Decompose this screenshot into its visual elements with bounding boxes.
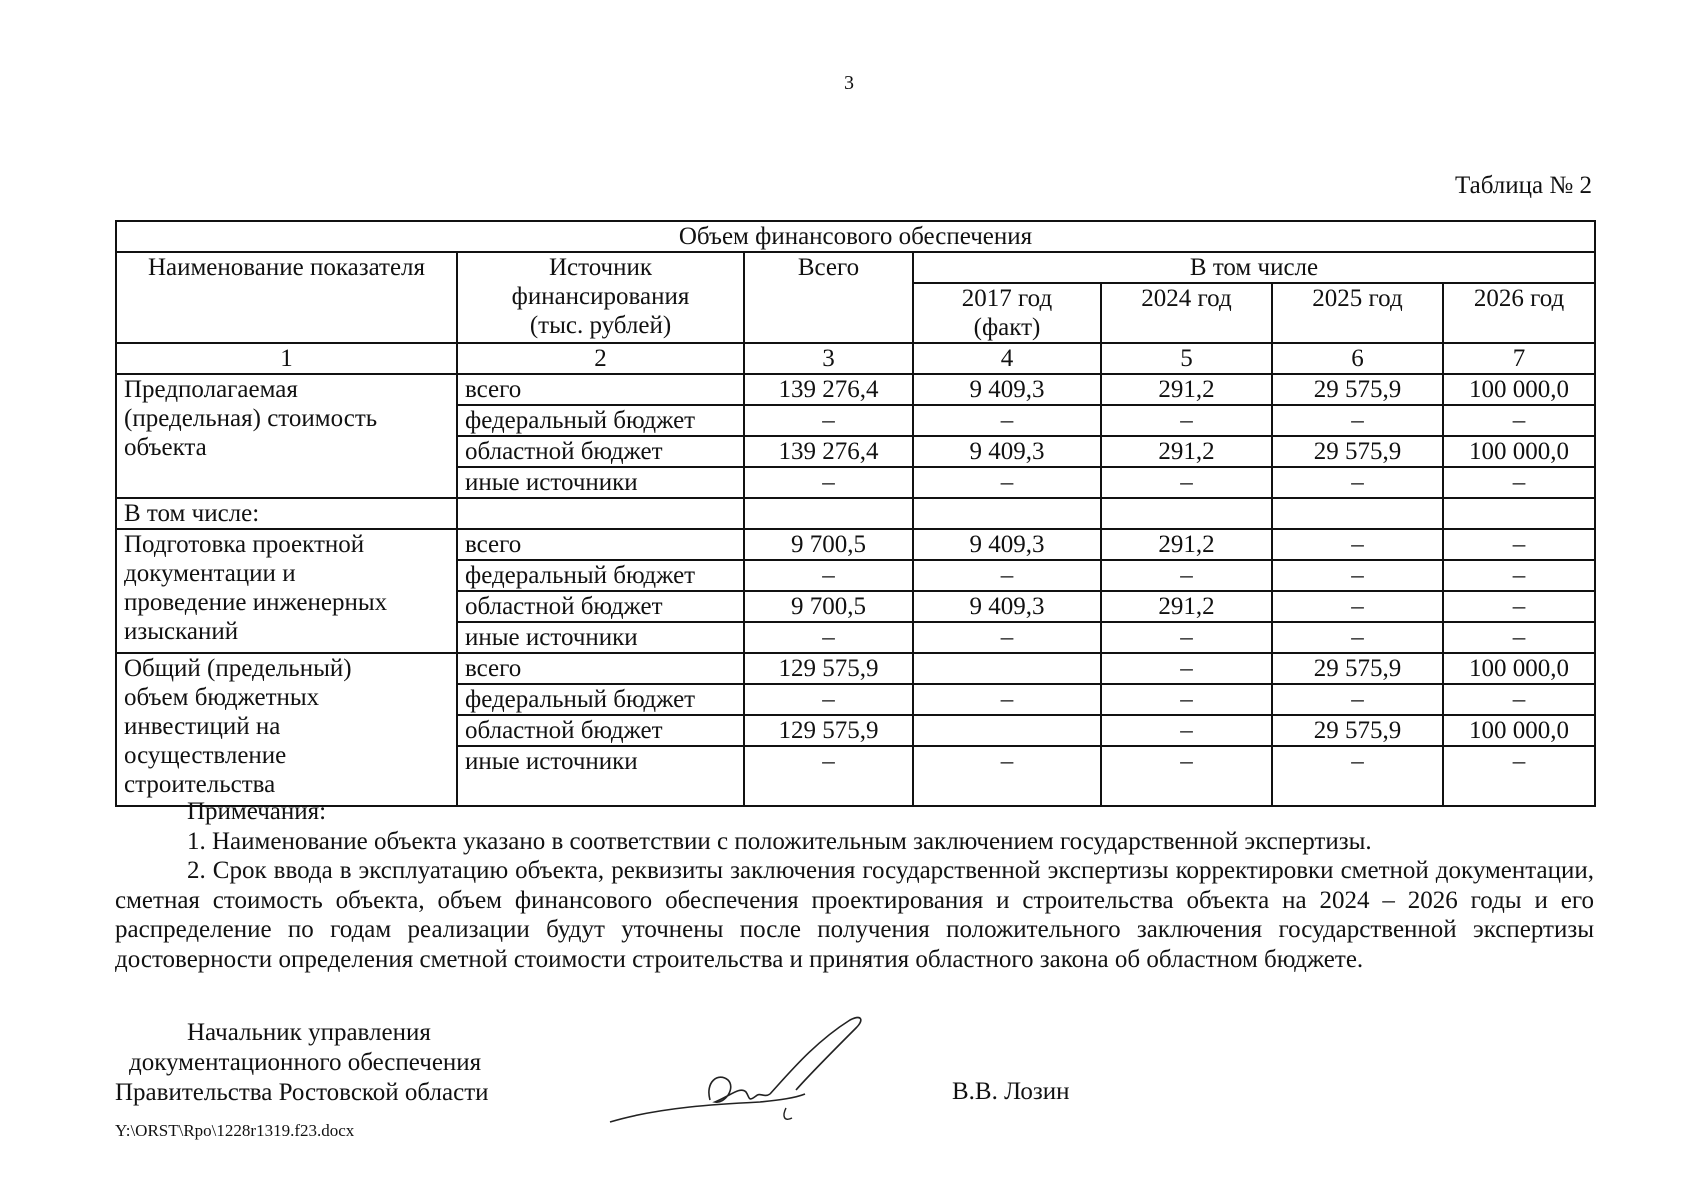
y2026-cell: – xyxy=(1443,529,1595,560)
y2024-cell: – xyxy=(1101,622,1272,653)
col-number: 7 xyxy=(1443,343,1595,374)
y2025-cell: – xyxy=(1272,467,1443,498)
y2017-cell xyxy=(913,653,1101,684)
source-cell: всего xyxy=(457,374,744,405)
page-number: 3 xyxy=(844,72,854,94)
y2025-cell: 29 575,9 xyxy=(1272,436,1443,467)
y2025-cell: 29 575,9 xyxy=(1272,374,1443,405)
empty-cell xyxy=(1443,498,1595,529)
empty-cell xyxy=(457,498,744,529)
y2025-cell: – xyxy=(1272,405,1443,436)
total-cell: – xyxy=(744,746,913,806)
y2017-cell: – xyxy=(913,560,1101,591)
y2026-cell: – xyxy=(1443,684,1595,715)
y2024-cell: 291,2 xyxy=(1101,436,1272,467)
empty-cell xyxy=(1101,498,1272,529)
note-item: 2. Срок ввода в эксплуатацию объекта, реквизиты заключения государственной экспертизы корректировки сметной документации, сметная стоимость объекта, объем финансового обеспечения проектирования и строительства объекта на 2024 – 2026 годы и его распределение по годам реализации будут уточнены после получения положительного заключения государственной экспертизы достоверности определения сметной стоимости строительства и принятия областного закона об областном бюджете. xyxy=(115,857,1594,973)
group-name-cost: Предполагаемая (предельная) стоимость объекта xyxy=(116,374,457,498)
y2026-cell: 100 000,0 xyxy=(1443,436,1595,467)
source-cell: иные источники xyxy=(457,746,744,806)
y2017-cell: – xyxy=(913,684,1101,715)
col-number: 2 xyxy=(457,343,744,374)
y2026-cell: 100 000,0 xyxy=(1443,715,1595,746)
position-line: Начальник управления xyxy=(187,1019,431,1046)
subheader-label: В том числе: xyxy=(116,498,457,529)
y2025-cell: 29 575,9 xyxy=(1272,653,1443,684)
col-number: 3 xyxy=(744,343,913,374)
y2017-cell: – xyxy=(913,467,1101,498)
total-cell: 9 700,5 xyxy=(744,529,913,560)
signatory-name: В.В. Лозин xyxy=(952,1078,1070,1105)
table-row xyxy=(116,529,1595,560)
group-name-design: Подготовка проектной документации и проведение инженерных изысканий xyxy=(116,529,457,653)
y2026-cell: – xyxy=(1443,560,1595,591)
y2024-cell: 291,2 xyxy=(1101,591,1272,622)
signatory-position xyxy=(115,1018,489,1108)
y2026-cell: 100 000,0 xyxy=(1443,653,1595,684)
y2017-cell xyxy=(913,715,1101,746)
total-cell: 139 276,4 xyxy=(744,374,913,405)
y2026-cell: – xyxy=(1443,405,1595,436)
notes-section xyxy=(115,797,1594,974)
y2025-cell: – xyxy=(1272,684,1443,715)
empty-cell xyxy=(913,498,1101,529)
header-2025: 2025 год xyxy=(1272,283,1443,343)
empty-cell xyxy=(1272,498,1443,529)
column-numbers-row xyxy=(116,343,1595,374)
header-total: Всего xyxy=(744,252,913,343)
y2017-cell: 9 409,3 xyxy=(913,591,1101,622)
table-row xyxy=(116,374,1595,405)
position-line: документационного обеспечения xyxy=(129,1049,482,1076)
header-including: В том числе xyxy=(913,252,1595,283)
handwritten-signature xyxy=(600,1012,900,1142)
header-2017: 2017 год (факт) xyxy=(913,283,1101,343)
header-indicator: Наименование показателя xyxy=(116,252,457,343)
source-cell: областной бюджет xyxy=(457,715,744,746)
position-line: Правительства Ростовской области xyxy=(115,1079,489,1106)
subheader-row xyxy=(116,498,1595,529)
y2025-cell: – xyxy=(1272,746,1443,806)
source-cell: областной бюджет xyxy=(457,591,744,622)
notes-heading: Примечания: xyxy=(187,798,327,825)
empty-cell xyxy=(744,498,913,529)
total-cell: – xyxy=(744,560,913,591)
y2024-cell: – xyxy=(1101,684,1272,715)
y2024-cell: 291,2 xyxy=(1101,529,1272,560)
y2025-cell: – xyxy=(1272,591,1443,622)
y2017-cell: 9 409,3 xyxy=(913,436,1101,467)
source-cell: федеральный бюджет xyxy=(457,405,744,436)
total-cell: – xyxy=(744,467,913,498)
total-cell: – xyxy=(744,622,913,653)
source-cell: федеральный бюджет xyxy=(457,684,744,715)
table-label: Таблица № 2 xyxy=(1454,172,1592,199)
y2025-cell: – xyxy=(1272,529,1443,560)
source-cell: иные источники xyxy=(457,622,744,653)
y2017-cell: 9 409,3 xyxy=(913,374,1101,405)
total-cell: 9 700,5 xyxy=(744,591,913,622)
y2024-cell: – xyxy=(1101,653,1272,684)
y2024-cell: 291,2 xyxy=(1101,374,1272,405)
y2017-cell: – xyxy=(913,405,1101,436)
table-row xyxy=(116,653,1595,684)
col-number: 6 xyxy=(1272,343,1443,374)
source-cell: всего xyxy=(457,653,744,684)
group-name-construction: Общий (предельный) объем бюджетных инвестиций на осуществление строительства xyxy=(116,653,457,806)
y2024-cell: – xyxy=(1101,467,1272,498)
y2025-cell: – xyxy=(1272,622,1443,653)
total-cell: 129 575,9 xyxy=(744,715,913,746)
y2026-cell: – xyxy=(1443,591,1595,622)
y2024-cell: – xyxy=(1101,560,1272,591)
y2017-cell: – xyxy=(913,746,1101,806)
source-cell: федеральный бюджет xyxy=(457,560,744,591)
table-caption: Объем финансового обеспечения xyxy=(116,221,1595,252)
y2026-cell: – xyxy=(1443,467,1595,498)
y2025-cell: – xyxy=(1272,560,1443,591)
header-source: Источник финансирования (тыс. рублей) xyxy=(457,252,744,343)
y2026-cell: – xyxy=(1443,622,1595,653)
source-cell: иные источники xyxy=(457,467,744,498)
y2017-cell: 9 409,3 xyxy=(913,529,1101,560)
col-number: 5 xyxy=(1101,343,1272,374)
y2025-cell: 29 575,9 xyxy=(1272,715,1443,746)
total-cell: – xyxy=(744,405,913,436)
y2017-cell: – xyxy=(913,622,1101,653)
y2026-cell: – xyxy=(1443,746,1595,806)
total-cell: 139 276,4 xyxy=(744,436,913,467)
y2024-cell: – xyxy=(1101,746,1272,806)
source-cell: областной бюджет xyxy=(457,436,744,467)
file-path: Y:\ORST\Rpo\1228r1319.f23.docx xyxy=(115,1121,355,1140)
note-item: 1. Наименование объекта указано в соответствии с положительным заключением государственной экспертизы. xyxy=(187,827,1372,855)
col-number: 4 xyxy=(913,343,1101,374)
header-2024: 2024 год xyxy=(1101,283,1272,343)
y2024-cell: – xyxy=(1101,405,1272,436)
col-number: 1 xyxy=(116,343,457,374)
y2026-cell: 100 000,0 xyxy=(1443,374,1595,405)
financing-table xyxy=(115,220,1596,807)
header-2026: 2026 год xyxy=(1443,283,1595,343)
source-cell: всего xyxy=(457,529,744,560)
total-cell: 129 575,9 xyxy=(744,653,913,684)
total-cell: – xyxy=(744,684,913,715)
y2024-cell: – xyxy=(1101,715,1272,746)
